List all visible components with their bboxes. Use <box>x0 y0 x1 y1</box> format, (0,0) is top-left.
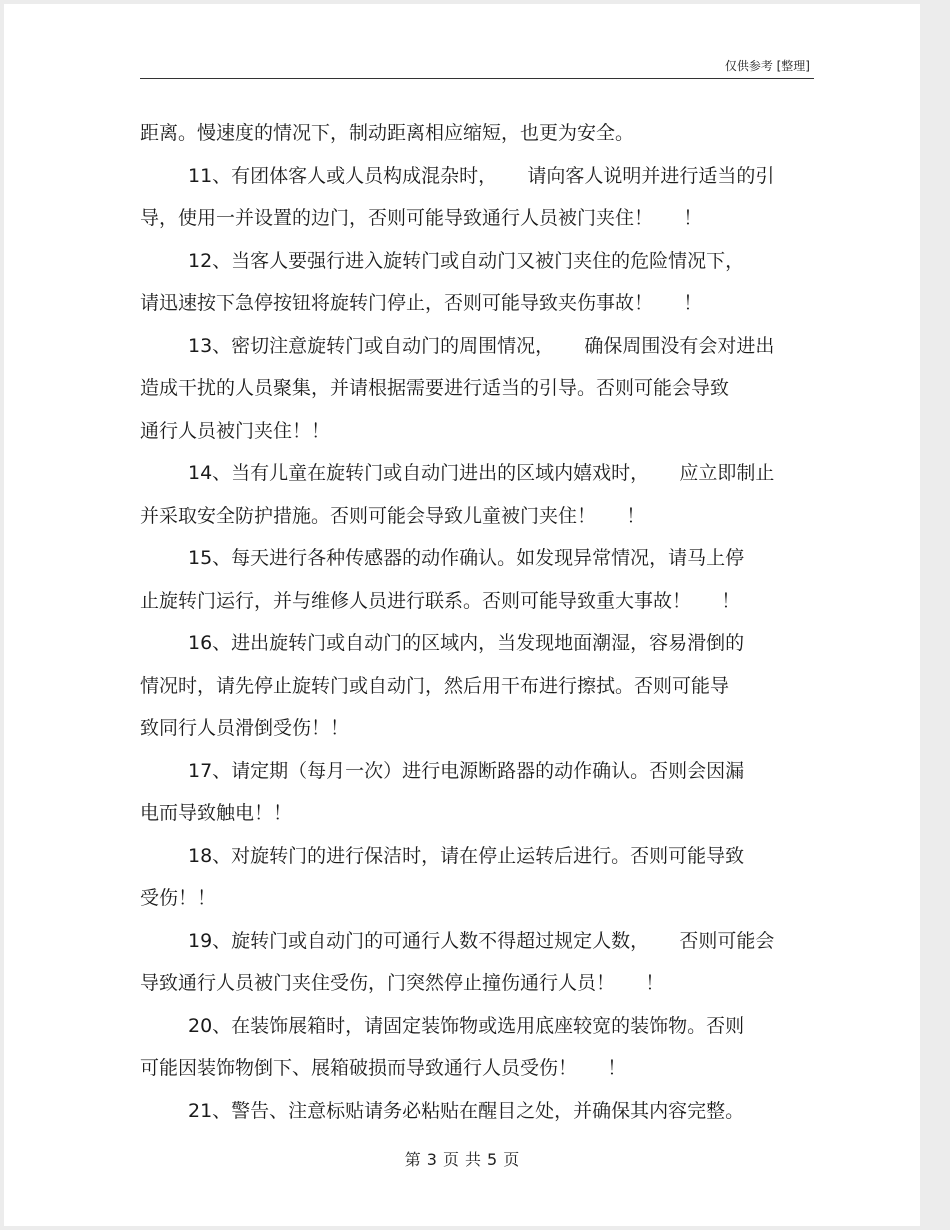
text-line: 21、警告、注意标贴请务必粘贴在醒目之处，并确保其内容完整。 <box>188 1099 745 1122</box>
page-footer <box>4 1147 920 1170</box>
body-text <box>140 112 830 1132</box>
text-line: 15、每天进行各种传感器的动作确认。如发现异常情况，请马上停 <box>188 547 745 569</box>
text-line: 造成干扰的人员聚集，并请根据需要进行适当的引导。否则可能会导致 <box>140 377 730 399</box>
header-rule <box>140 78 814 79</box>
text-line: 止旋转门运行，并与维修人员进行联系。否则可能导致重大事故！ ！ <box>140 589 741 612</box>
text-line: 14、当有儿童在旋转门或自动门进出的区域内嬉戏时， 应立即制止 <box>188 462 775 484</box>
footer-di: 第 <box>404 1150 421 1169</box>
header-note: 仅供参考 [整理] <box>724 59 810 73</box>
text-line: 18、对旋转门的进行保洁时，请在停止运转后进行。否则可能导致 <box>188 844 745 867</box>
text-line: 11、有团体客人或人员构成混杂时， 请向客人说明并进行适当的引 <box>188 164 775 187</box>
text-line: 情况时，请先停止旋转门或自动门，然后用干布进行擦拭。否则可能导 <box>140 674 730 697</box>
text-line: 16、进出旋转门或自动门的区域内，当发现地面潮湿，容易滑倒的 <box>188 632 745 654</box>
footer-gong: 共 <box>465 1150 482 1169</box>
footer-ye: 页 <box>503 1150 520 1169</box>
text-line: 并采取安全防护措施。否则可能会导致儿童被门夹住！ ！ <box>140 504 646 527</box>
text-line: 电而导致触电！！ <box>140 802 293 824</box>
text-line: 17、请定期（每月一次）进行电源断路器的动作确认。否则会因漏 <box>188 759 745 782</box>
text-line: 导，使用一并设置的边门，否则可能导致通行人员被门夹住！ ！ <box>140 207 703 229</box>
text-line: 12、当客人要强行进入旋转门或自动门又被门夹住的危险情况下， <box>188 249 745 272</box>
text-line: 可能因装饰物倒下、展箱破损而导致通行人员受伤！ ！ <box>140 1057 627 1079</box>
current-page-number: 3 <box>426 1150 437 1169</box>
text-line: 19、旋转门或自动门的可通行人数不得超过规定人数， 否则可能会 <box>188 929 775 952</box>
text-line: 通行人员被门夹住！！ <box>140 419 331 442</box>
text-line: 导致通行人员被门夹住受伤，门突然停止撞伤通行人员！ ！ <box>140 972 665 994</box>
text-line: 致同行人员滑倒受伤！！ <box>140 717 350 739</box>
text-line: 请迅速按下急停按钮将旋转门停止，否则可能导致夹伤事故！ ！ <box>140 292 703 314</box>
text-line: 距离。慢速度的情况下，制动距离相应缩短，也更为安全。 <box>140 122 635 144</box>
text-line: 13、密切注意旋转门或自动门的周围情况， 确保周围没有会对进出 <box>188 334 775 357</box>
text-line: 20、在装饰展箱时，请固定装饰物或选用底座较宽的装饰物。否则 <box>188 1014 745 1037</box>
total-page-number: 5 <box>487 1150 498 1169</box>
footer-ye: 页 <box>442 1150 459 1169</box>
document-page <box>4 4 920 1226</box>
text-line: 受伤！！ <box>140 887 217 909</box>
